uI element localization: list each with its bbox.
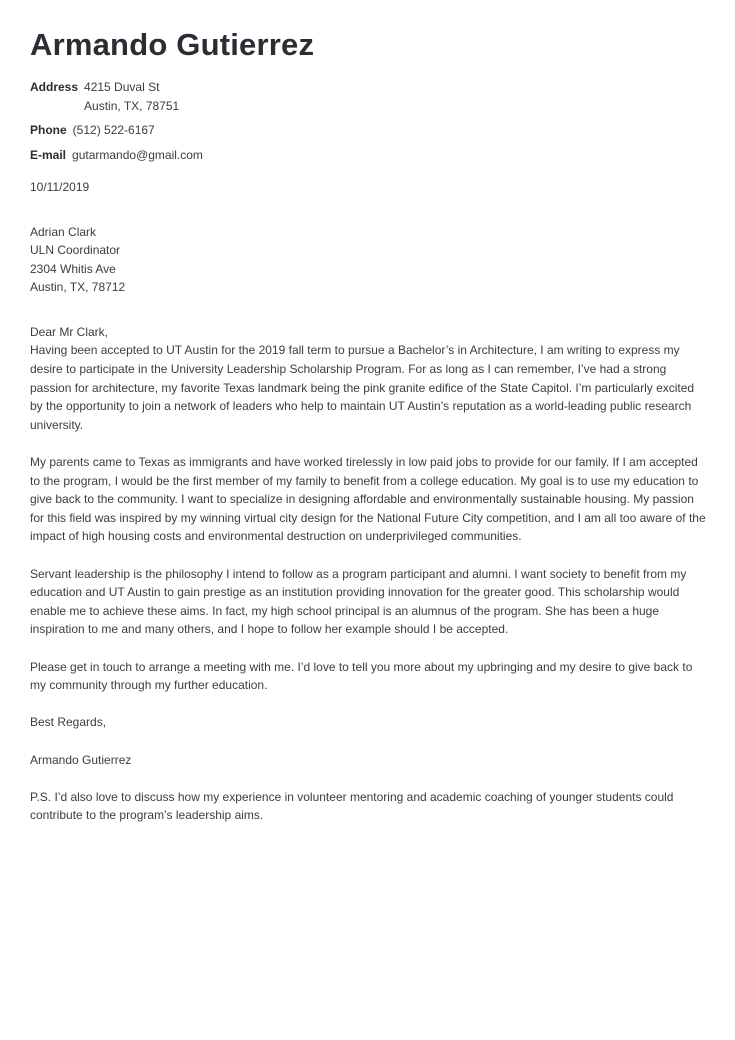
phone-row [30, 121, 710, 140]
paragraph-4: Please get in touch to arrange a meeting with me. I’d love to tell you more about my upbringing and my desire to give back to my community through my further education. [30, 659, 693, 693]
phone-value: (512) 522-6167 [72, 123, 155, 137]
email-value: gutarmando@gmail.com [72, 147, 203, 162]
paragraph-3: Servant leadership is the philosophy I intend to follow as a program participant and alumni. I want society to benefit from my education and UT Austin to gain prestige as an institution providing innovation for the greater good. This scholarship would enable me to achieve these aims. In fact, my high school principal is an alumnus of the program. She has been a huge inspiration to me and many others, and I hope to follow her example should I be accepted. [30, 566, 687, 637]
letter-date: 10/11/2019 [30, 180, 90, 194]
recipient-street: 2304 Whitis Ave [30, 261, 116, 276]
address-line2: Austin, TX, 78751 [84, 98, 180, 113]
paragraph-2: My parents came to Texas as immigrants and have worked tirelessly in low paid jobs to provide for our family. If I am accepted to the program, I would be the first member of my family to benefit from a college education. My goal is to use my education to give back to the community. I want to specialize in designing affordable and environmentally sustainable housing. My passion for this field was inspired by my winning virtual city design for the National Future City competition, and I am all too aware of the impact of high housing costs and environmental destruction on underprivileged communities. [30, 455, 706, 544]
address-line1: 4215 Duval St [84, 80, 160, 94]
phone-label: Phone [30, 123, 67, 137]
address-value [84, 78, 179, 115]
address-label: Address [30, 80, 79, 94]
letter-body [30, 323, 710, 825]
signature: Armando Gutierrez [30, 752, 132, 767]
recipient-name: Adrian Clark [30, 224, 97, 239]
paragraph-1: Having been accepted to UT Austin for the 2019 fall term to pursue a Bachelor’s in Architecture, I am writing to express my desire to participate in the University Leadership Scholarship Program. For as long as I can remember, I’ve had a strong passion for architecture, my favorite Texas landmark being the pink granite edifice of the State Capitol. I’m particularly excited by the opportunity to join a network of leaders who help to maintain UT Austin’s reputation as a world-leading public research university. [30, 343, 695, 432]
cover-letter-page [30, 26, 710, 844]
recipient-block [30, 223, 710, 297]
contact-block [30, 78, 710, 164]
recipient-city: Austin, TX, 78712 [30, 280, 126, 295]
applicant-name: Armando Gutierrez [30, 27, 315, 62]
email-row [30, 146, 710, 165]
postscript: P.S. I’d also love to discuss how my experience in volunteer mentoring and academic coaching of younger students could contribute to the program’s leadership aims. [30, 789, 674, 823]
email-label: E-mail [30, 147, 67, 162]
closing: Best Regards, [30, 715, 107, 730]
recipient-title: ULN Coordinator [30, 243, 121, 258]
salutation: Dear Mr Clark, [30, 324, 109, 339]
address-row [30, 78, 710, 115]
